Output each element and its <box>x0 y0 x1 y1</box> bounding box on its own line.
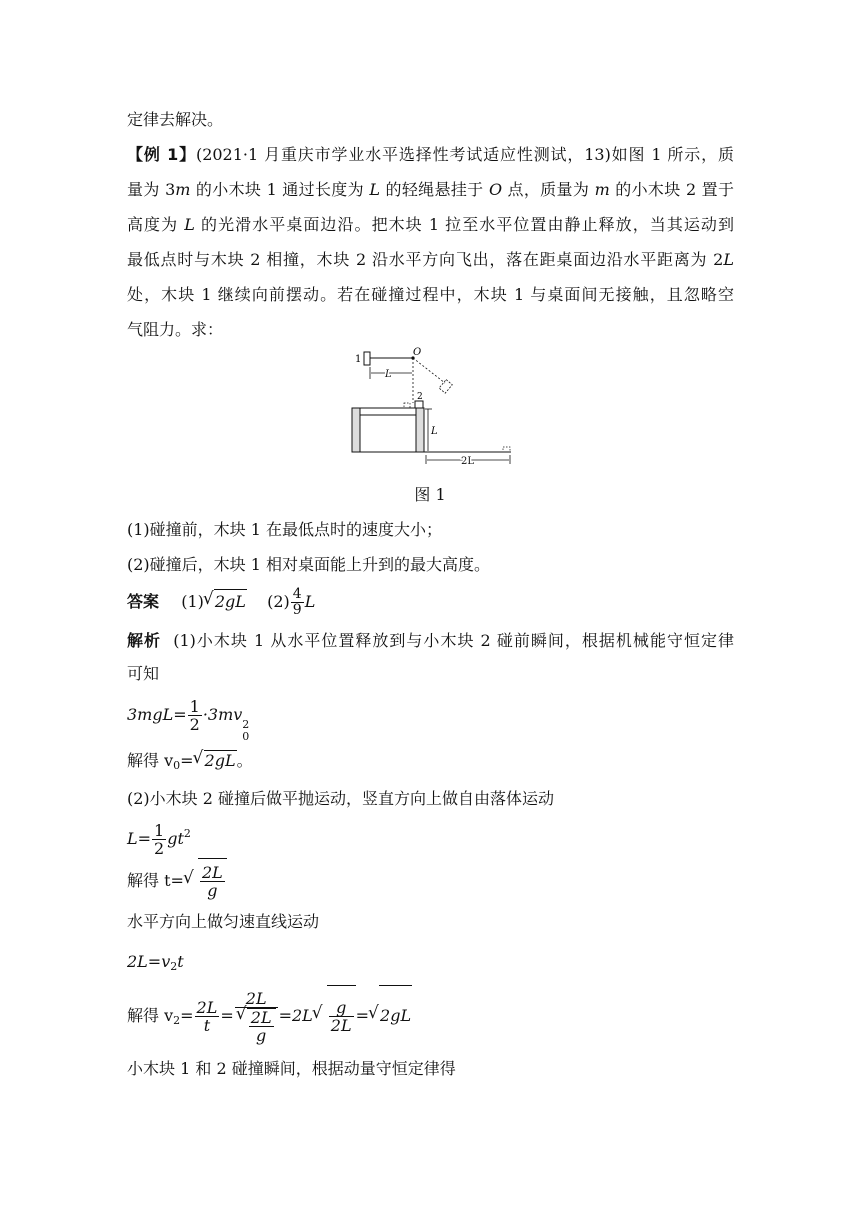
sqrt <box>313 985 356 1046</box>
equation-1: 3mgL= $\frac{1}{2}$ ·3mv 2 0 <box>127 697 250 743</box>
block-1-swung <box>439 380 452 394</box>
sqrt: √ 2gL <box>369 985 412 1046</box>
string-swung <box>413 358 445 383</box>
pivot-o-label: O <box>413 347 422 358</box>
dim-2l-label: 2L <box>461 456 475 467</box>
text-line: 小木块 1 和 2 碰撞瞬间，根据动量守恒定律得 <box>127 1059 456 1078</box>
fraction: $\frac{2L}{t}$ <box>196 998 218 1035</box>
table-leg-left <box>352 408 360 452</box>
sqrt <box>237 1008 276 1044</box>
fraction: √ $\frac{2L}{g}$ <box>250 1007 272 1045</box>
analysis-line: 解析 (1)小木块 1 从水平位置释放到与小木块 2 碰前瞬间，根据机械能守恒定律 <box>127 631 734 650</box>
answer-line: 答案 (1)√ 2gL (2) $\frac{4}{9}$ L <box>127 587 315 618</box>
example-header-line: 【例 1】(2021·1 月重庆市学业水平选择性考试适应性测试，13)如图 1 所示，质 <box>127 145 734 164</box>
block-2-label: 2 <box>417 392 423 402</box>
dim-l-side-label: L <box>431 426 438 437</box>
sqrt <box>184 858 227 903</box>
figure-1-diagram <box>345 345 525 470</box>
text-line: 气阻力。求： <box>127 320 224 339</box>
fraction: √ $\frac{2L}{g}$ <box>201 863 223 900</box>
block-2 <box>415 401 423 408</box>
block-1 <box>364 352 370 365</box>
equation-3: $2L=v_2t$ <box>127 952 184 973</box>
text-line: 可知 <box>127 664 160 683</box>
fraction: √ $\frac{g}{2L}$ <box>330 998 352 1035</box>
analysis-label: 解析 <box>127 631 162 650</box>
block-2-landed <box>503 447 510 452</box>
example-label: 【例 1】 <box>127 145 196 164</box>
answer-label: 答案 <box>127 592 160 611</box>
text-line: (2)小木块 2 碰撞后做平抛运动，竖直方向上做自由落体运动 <box>127 789 555 808</box>
sqrt: √ 2gL <box>204 589 247 614</box>
question-2: (2)碰撞后，木块 1 相对桌面能上升到的最大高度。 <box>127 555 491 574</box>
block-1-label: 1 <box>355 354 362 365</box>
table-leg-right <box>416 408 424 452</box>
solution-1: 解得 $v_0=√$ 2gL。 <box>127 750 253 776</box>
question-1: (1)碰撞前，木块 1 在最低点时的速度大小； <box>127 520 443 539</box>
text-line: 水平方向上做匀速直线运动 <box>127 912 320 931</box>
text-line: 量为 3m 的小木块 1 通过长度为 L 的轻绳悬挂于 O 点，质量为 m 的小木块 2 置于 <box>127 180 734 199</box>
fraction: $\frac{1}{2}$ <box>189 697 200 734</box>
solution-2: 解得 t= √ $\frac{2L}{g}$ <box>127 858 227 903</box>
text-line: 高度为 L 的光滑水平桌面边沿。把木块 1 拉至水平位置由静止释放，当其运动到 <box>127 215 734 234</box>
text-line: 处，木块 1 继续向前摆动。若在碰撞过程中，木块 1 与桌面间无接触，且忽略空 <box>127 285 734 304</box>
figure-caption: 图 1 <box>414 485 446 504</box>
equation-2: L= $\frac{1}{2}$ $gt^2$ <box>127 821 191 858</box>
text-line: 最低点时与木块 2 相撞，木块 2 沿水平方向飞出，落在距桌面边沿水平距离为 2L <box>127 250 734 269</box>
fraction: $\frac{4}{9}$ <box>292 586 302 618</box>
block-1-lowest <box>404 403 410 408</box>
dim-l-top-label: L <box>385 369 392 380</box>
text-line: 定律去解决。 <box>127 110 224 129</box>
table-inner <box>360 415 416 452</box>
fraction: $\frac{1}{2}$ <box>154 821 165 858</box>
fraction: 2L √ $\frac{2L}{g}$ <box>235 990 278 1044</box>
solution-3: 解得 $v_2=$ $\frac{2L}{t}$ = 2L √ $\frac{2L}{g}$ =2L √ $\frac{g}{2L}$ =√ 2gL <box>127 985 412 1051</box>
sqrt: √ 2gL <box>194 750 237 771</box>
